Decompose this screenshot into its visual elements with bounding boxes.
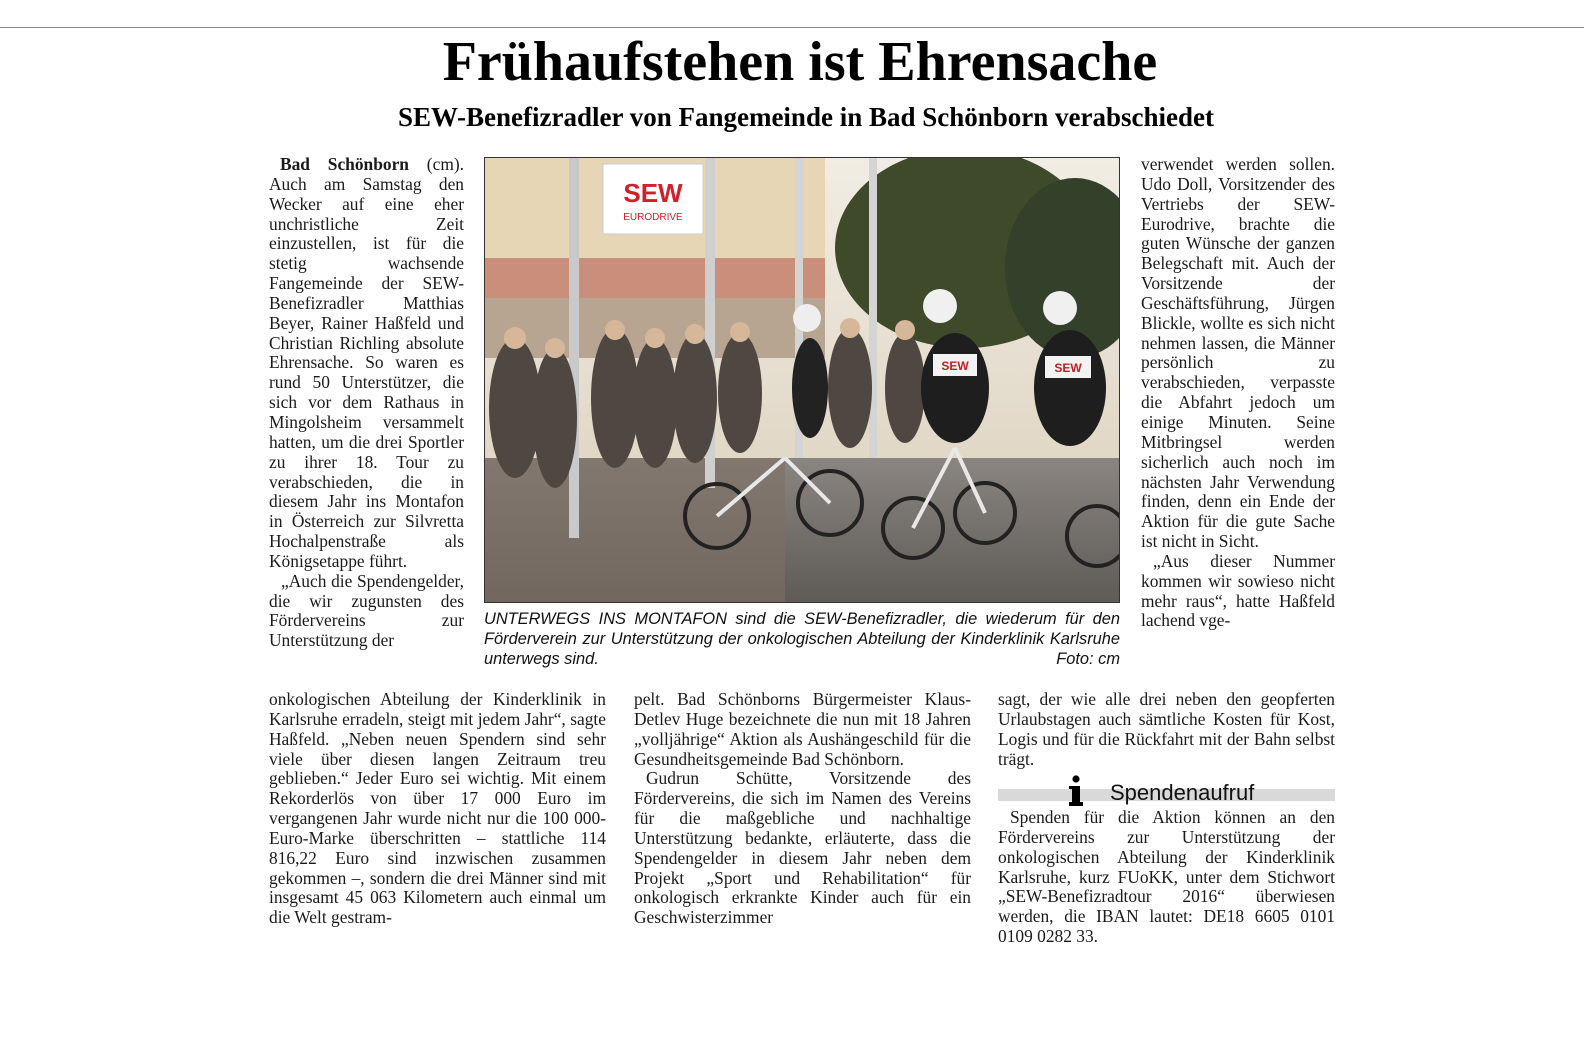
photo-caption xyxy=(484,610,1120,670)
jersey-logo-2: SEW xyxy=(1054,361,1082,375)
banner-logo: SEW xyxy=(623,178,683,208)
dateline: Bad Schönborn xyxy=(280,154,409,174)
photo-credit: Foto: cm xyxy=(1056,649,1120,668)
quote-paragraph-start: „Auch die Spendengelder, die wir zugunsten des Fördervereins zur Unterstützung der xyxy=(269,570,464,651)
col3-paragraph-1: verwendet werden sollen. Udo Doll, Vorsitzender des Vertriebs der SEW-Eurodrive, brachte die guten Wünsche der ganzen Belegschaft mit. Auch der Vorsitzende der Geschäftsführung, Jürgen Blickle, wollte es sich nicht nehmen lassen, die Männer persönlich zu verabschieden, verpasste die Abfahrt jedoch um einige Minuten. Seine Mitbringsel werden sicherlich auch noch im nächsten Jahr Verwendung finden, denn ein Ende der Aktion für die gute Sache ist nicht in Sicht. xyxy=(1141,154,1335,552)
banner-subtext: EURODRIVE xyxy=(623,212,683,223)
column-1-top xyxy=(269,155,464,651)
column-3-top xyxy=(1141,155,1335,631)
infobox-body xyxy=(998,808,1335,947)
subheadline: SEW-Benefizradler von Fangemeinde in Bad Schönborn verabschiedet xyxy=(397,102,1215,132)
infobox-text: Spenden für die Aktion können an den Fördervereins zur Unterstützung der onkologischen Abteilung der Kinderklinik Karlsruhe, kurz FUoKK, unter dem Stichwort „SEW-Benefizradtour 2016“ überwiesen werden, die IBAN lautet: DE18 6605 0101 0109 0282 33. xyxy=(998,807,1335,947)
col3-bottom-paragraph: sagt, der wie alle drei neben den geopferten Urlaubstagen auch sämtliche Kosten für Kost, Logis und für die Rückfahrt mit der Bahn selbst trägt. xyxy=(998,689,1335,769)
column-2-bottom xyxy=(634,690,971,928)
infobox-title: Spendenaufruf xyxy=(1110,780,1255,805)
col2-paragraph-2: Gudrun Schütte, Vorsitzende des Fördervereins, die sich im Namen des Vereins für die maßgebliche und nachhaltige Unterstützung bedankte, erläuterte, dass die Spendengelder in diesem Jahr neben dem Projekt „Sport und Rehabilitation“ für onkologisch erkrankte Kinder auch für ein Geschwisterzimmer xyxy=(634,768,971,928)
info-icon xyxy=(1068,775,1084,807)
column-3-bottom xyxy=(998,690,1335,769)
article-photo xyxy=(484,157,1120,603)
col2-paragraph-1: pelt. Bad Schönborns Bürgermeister Klaus-Detlev Huge bezeichnete die nun mit 18 Jahren „volljährige“ Aktion als Aushängeschild für die Gesundheitsgemeinde Bad Schönborn. xyxy=(634,689,971,769)
col1-bottom-paragraph: onkologischen Abteilung der Kinderklinik in Karlsruhe erradeln, steigt mit jedem Jahr“, sagte Haßfeld. „Neben neuen Spendern sind sehr viele über diesen langen Zeitraum treu geblieben.“ Jeder Euro sei wichtig. Mit einem Rekorderlös von über 17 000 Euro im vergangenen Jahr wurde nicht nur die 100 000-Euro-Marke überschritten – stattliche 114 816,22 Euro sind inzwischen zusammen gekommen –, sondern die drei Männer sind mit insgesamt 45 063 Kilometern auch einmal um die Welt gestram- xyxy=(269,689,606,928)
jersey-logo-1: SEW xyxy=(941,359,969,373)
lead-text: (cm). Auch am Samstag den Wecker auf eine eher unchristliche Zeit einzustellen, ist für die stetig wachsende Fangemeinde der SEW-Benefizradler Matthias Beyer, Rainer Haßfeld und Christian Richling absolute Ehrensache. So waren es rund 50 Unterstützer, die sich vor dem Rathaus in Mingolsheim versammelt hatten, um die drei Sportler zu ihrer 18. Tour zu verabschieden, die in diesem Jahr ins Montafon in Österreich zur Silvretta Hochalpenstraße als Königsetappe führt. xyxy=(269,154,464,571)
col3-paragraph-2: „Aus dieser Nummer kommen wir sowieso nicht mehr raus“, hatte Haßfeld lachend vge- xyxy=(1141,550,1335,631)
headline: Frühaufstehen ist Ehrensache xyxy=(442,31,1158,93)
photo-illustration xyxy=(485,158,1120,603)
lead-paragraph xyxy=(269,155,464,572)
caption-text: UNTERWEGS INS MONTAFON sind die SEW-Benefizradler, die wiederum für den Förderverein zur Unterstützung der onkologischen Abteilung der Kinderklinik Karlsruhe unterwegs sind. xyxy=(484,610,1120,668)
column-1-bottom xyxy=(269,690,606,928)
top-rule xyxy=(0,27,1584,28)
